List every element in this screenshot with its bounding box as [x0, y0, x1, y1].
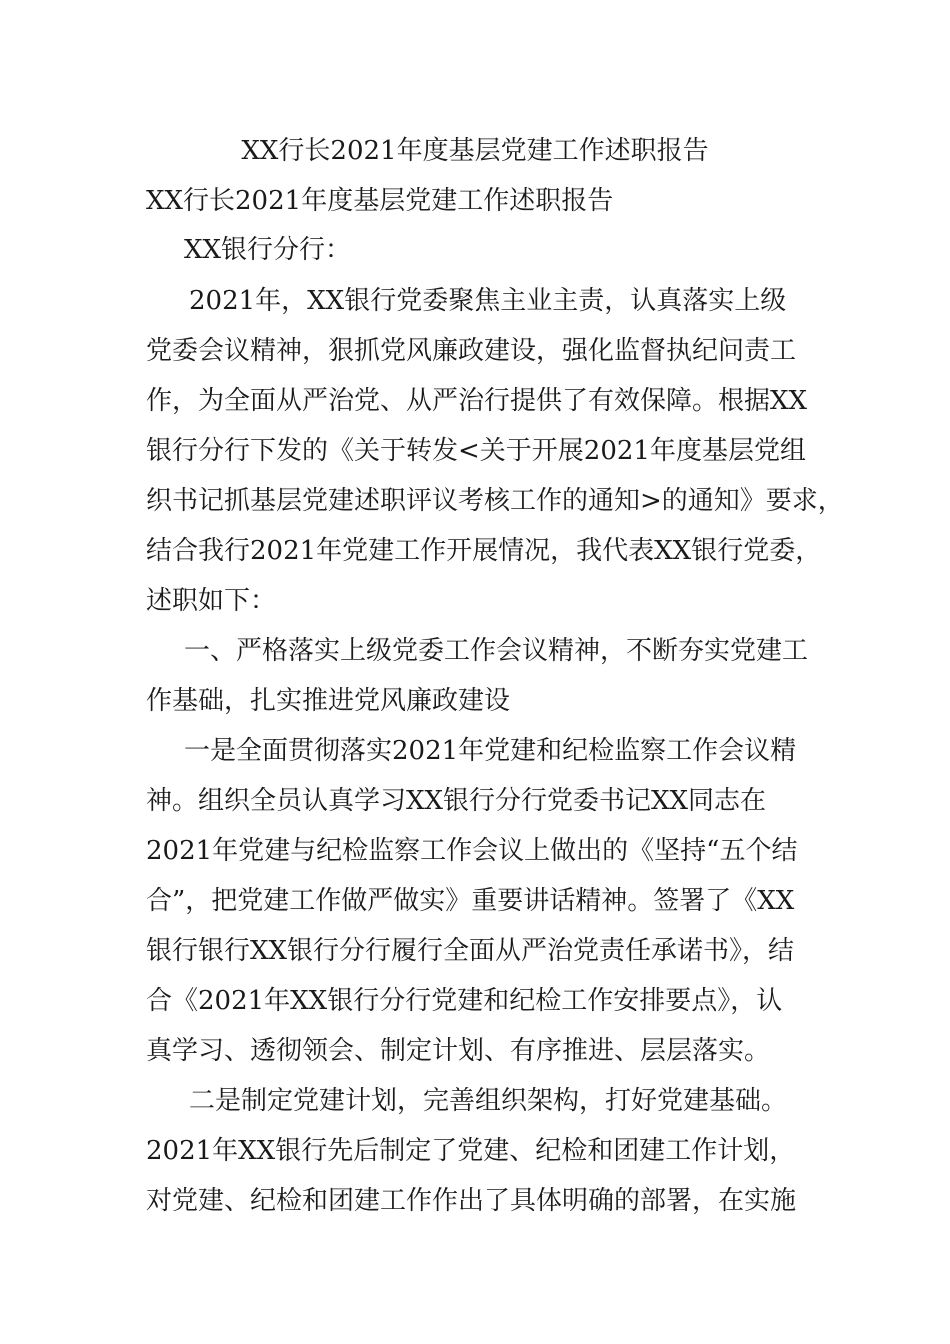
subtitle-line: XX行长2021年度基层党建工作述职报告: [146, 186, 614, 216]
paragraph-line: 一是全面贯彻落实2021年党建和纪检监察工作会议精: [184, 736, 797, 766]
paragraph-line: 银行分行下发的《关于转发<关于开展2021年度基层党组: [146, 436, 806, 466]
paragraph-line: 党委会议精神，狠抓党风廉政建设，强化监督执纪问责工: [146, 336, 797, 366]
paragraph-line: 织书记抓基层党建述职评议考核工作的通知>的通知》要求，: [146, 486, 844, 516]
paragraph-line: 合《2021年XX银行分行党建和纪检工作安排要点》，认: [146, 986, 783, 1016]
document-title: XX行长2021年度基层党建工作述职报告: [241, 136, 709, 166]
paragraph-line: 银行银行XX银行分行履行全面从严治党责任承诺书》，结: [146, 936, 795, 966]
section-heading-line: 一、严格落实上级党委工作会议精神，不断夯实党建工: [184, 636, 809, 666]
section-heading-line: 作基础，扎实推进党风廉政建设: [146, 686, 511, 716]
paragraph-line: 结合我行2021年党建工作开展情况，我代表XX银行党委，: [146, 536, 822, 566]
paragraph-line: 神。组织全员认真学习XX银行分行党委书记XX同志在: [146, 786, 767, 816]
paragraph-line: 2021年，XX银行党委聚焦主业主责，认真落实上级: [189, 286, 787, 316]
paragraph-line: 作，为全面从严治党、从严治行提供了有效保障。根据XX: [146, 386, 808, 416]
paragraph-line: 对党建、纪检和团建工作作出了具体明确的部署，在实施: [146, 1186, 797, 1216]
paragraph-line: 真学习、透彻领会、制定计划、有序推进、层层落实。: [146, 1036, 771, 1066]
paragraph-line: 2021年XX银行先后制定了党建、纪检和团建工作计划，: [146, 1136, 796, 1166]
paragraph-line: 2021年党建与纪检监察工作会议上做出的《坚持“五个结: [146, 836, 798, 866]
salutation-line: XX银行分行：: [184, 235, 352, 265]
paragraph-line: 述职如下：: [146, 586, 277, 616]
paragraph-line: 合”，把党建工作做严做实》重要讲话精神。签署了《XX: [146, 886, 795, 916]
paragraph-line: 二是制定党建计划，完善组织架构，打好党建基础。: [189, 1086, 788, 1116]
